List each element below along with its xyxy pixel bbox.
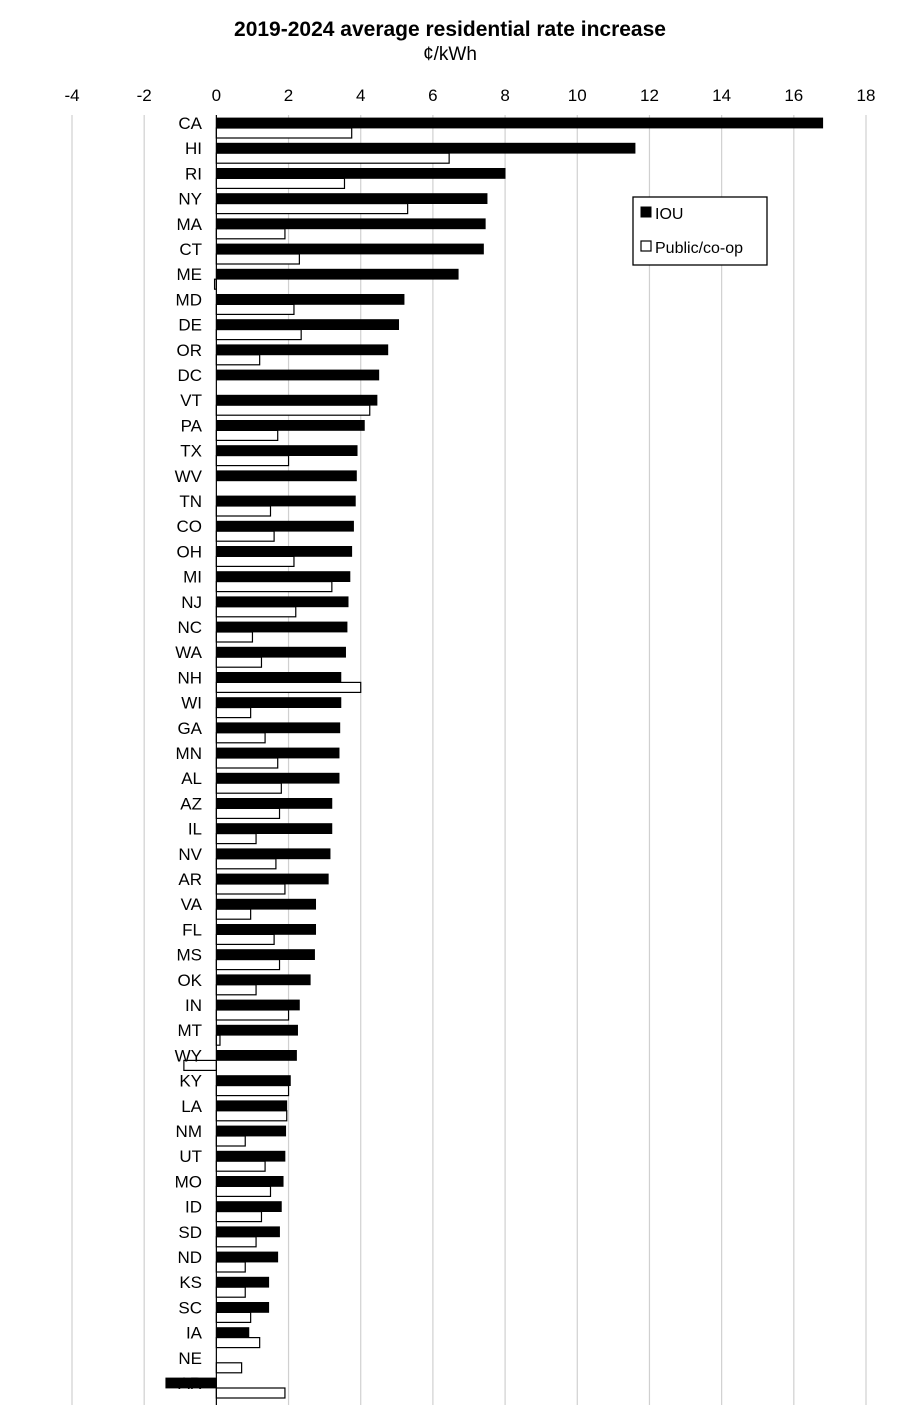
x-tick-label: 18 bbox=[856, 86, 876, 105]
bar-iou-mi bbox=[216, 572, 350, 582]
bar-public-sc bbox=[216, 1312, 250, 1322]
bar-iou-nd bbox=[216, 1252, 277, 1262]
bar-iou-va bbox=[216, 899, 315, 909]
bar-public-ca bbox=[216, 128, 351, 138]
bar-iou-mo bbox=[216, 1176, 283, 1186]
legend-swatch-iou bbox=[641, 207, 651, 217]
bar-iou-tn bbox=[216, 496, 355, 506]
category-label: WI bbox=[181, 693, 202, 713]
bar-iou-nc bbox=[216, 622, 347, 632]
bar-public-pa bbox=[216, 430, 277, 440]
category-label: SD bbox=[178, 1222, 202, 1242]
x-tick-label: 4 bbox=[355, 86, 366, 105]
category-label: MO bbox=[174, 1172, 202, 1192]
bar-iou-al bbox=[216, 773, 339, 783]
bars bbox=[166, 118, 823, 1398]
category-label: ID bbox=[185, 1197, 202, 1217]
bar-iou-ma bbox=[216, 219, 485, 229]
bar-public-ga bbox=[216, 733, 265, 743]
category-label: AZ bbox=[180, 794, 202, 814]
bar-iou-ut bbox=[216, 1151, 285, 1161]
x-tick-label: 14 bbox=[712, 86, 732, 105]
category-label: PA bbox=[180, 416, 202, 436]
bar-public-ia bbox=[216, 1338, 259, 1348]
category-labels bbox=[175, 114, 203, 1393]
category-label: VT bbox=[180, 391, 202, 411]
bar-iou-sd bbox=[216, 1227, 279, 1237]
bar-iou-wa bbox=[216, 647, 345, 657]
category-label: GA bbox=[177, 718, 202, 738]
category-label: WV bbox=[174, 466, 202, 486]
category-label: CT bbox=[179, 240, 202, 259]
bar-iou-sc bbox=[216, 1302, 268, 1312]
bar-public-hi bbox=[216, 153, 449, 163]
bar-public-wi bbox=[216, 708, 250, 718]
bar-iou-ky bbox=[216, 1076, 290, 1086]
category-label: KS bbox=[179, 1273, 202, 1293]
bar-iou-id bbox=[216, 1202, 281, 1212]
bar-iou-la bbox=[216, 1101, 286, 1111]
category-label: ME bbox=[176, 265, 202, 285]
category-label: TN bbox=[179, 492, 202, 511]
bar-public-tx bbox=[216, 456, 288, 466]
bar-public-tn bbox=[216, 506, 270, 516]
category-label: MT bbox=[177, 1021, 202, 1041]
category-label: FL bbox=[182, 920, 202, 940]
bar-iou-vt bbox=[216, 395, 377, 405]
bar-iou-ga bbox=[216, 723, 339, 733]
category-label: MN bbox=[175, 744, 202, 763]
category-label: NC bbox=[177, 618, 202, 637]
bar-public-id bbox=[216, 1212, 261, 1222]
bar-iou-pa bbox=[216, 420, 364, 430]
bar-public-nm bbox=[216, 1136, 245, 1146]
category-label: RI bbox=[185, 164, 202, 184]
category-label: UT bbox=[179, 1147, 202, 1167]
category-label: NM bbox=[175, 1122, 202, 1141]
category-label: CO bbox=[176, 517, 202, 537]
x-tick-label: 16 bbox=[784, 86, 804, 105]
bar-public-ut bbox=[216, 1161, 265, 1171]
bar-public-al bbox=[216, 783, 281, 793]
bar-iou-ms bbox=[216, 950, 314, 960]
bar-public-ct bbox=[216, 254, 299, 264]
bar-public-ny bbox=[216, 204, 407, 214]
chart-subtitle: ¢/kWh bbox=[423, 44, 477, 65]
x-tick-label: 10 bbox=[567, 86, 587, 105]
category-label: AL bbox=[181, 769, 202, 789]
bar-iou-oh bbox=[216, 546, 351, 556]
bar-iou-wy bbox=[216, 1050, 296, 1060]
category-label: HI bbox=[185, 139, 202, 159]
bar-iou-ri bbox=[216, 168, 505, 178]
category-label: DE bbox=[178, 315, 202, 335]
bar-public-in bbox=[216, 1010, 288, 1020]
bar-public-nd bbox=[216, 1262, 245, 1272]
category-label: DC bbox=[177, 366, 202, 385]
x-tick-label: -2 bbox=[136, 86, 152, 105]
legend-label-iou: IOU bbox=[655, 206, 684, 223]
bar-public-md bbox=[216, 304, 294, 314]
category-label: NV bbox=[178, 844, 202, 864]
x-axis-tick-labels bbox=[64, 86, 875, 105]
bar-public-ne bbox=[216, 1363, 241, 1373]
category-label: AR bbox=[178, 870, 202, 889]
x-tick-label: 8 bbox=[500, 86, 510, 105]
bar-public-ok bbox=[216, 985, 256, 995]
bar-public-ms bbox=[216, 960, 279, 970]
bar-iou-ia bbox=[216, 1328, 248, 1338]
bar-iou-nv bbox=[216, 849, 330, 859]
bar-public-ma bbox=[216, 229, 285, 239]
bar-public-mi bbox=[216, 582, 331, 592]
category-label: OK bbox=[177, 970, 202, 990]
category-label: CA bbox=[178, 114, 202, 133]
category-label: MI bbox=[183, 567, 202, 587]
bar-iou-nh bbox=[216, 672, 341, 682]
bar-public-sd bbox=[216, 1237, 256, 1247]
category-label: LA bbox=[181, 1096, 202, 1116]
bar-iou-nj bbox=[216, 597, 348, 607]
bar-iou-az bbox=[216, 798, 331, 808]
category-label: OH bbox=[176, 542, 202, 562]
bar-public-az bbox=[216, 808, 279, 818]
bar-public-de bbox=[216, 330, 301, 340]
category-label: ND bbox=[177, 1248, 202, 1267]
x-tick-label: 12 bbox=[639, 86, 659, 105]
category-label: NY bbox=[178, 189, 202, 209]
bar-public-or bbox=[216, 355, 259, 365]
bar-iou-or bbox=[216, 345, 387, 355]
bar-iou-nm bbox=[216, 1126, 285, 1136]
x-tick-label: 6 bbox=[428, 86, 438, 105]
bar-iou-ct bbox=[216, 244, 483, 254]
category-label: MD bbox=[175, 290, 202, 310]
bar-public-ky bbox=[216, 1086, 288, 1096]
bar-public-mo bbox=[216, 1186, 270, 1196]
category-label: IN bbox=[185, 996, 202, 1015]
bar-public-nh bbox=[216, 682, 360, 692]
x-tick-label: 0 bbox=[211, 86, 222, 105]
bar-iou-hi bbox=[216, 143, 635, 153]
category-label: NE bbox=[178, 1348, 202, 1368]
bar-public-wa bbox=[216, 657, 261, 667]
category-label: IA bbox=[185, 1323, 202, 1343]
bar-iou-co bbox=[216, 521, 353, 531]
category-label: AR bbox=[178, 1374, 202, 1393]
bar-iou-in bbox=[216, 1000, 299, 1010]
legend-label-public: Public/co-op bbox=[655, 240, 744, 257]
bar-iou-mn bbox=[216, 748, 339, 758]
legend-swatch-public bbox=[641, 241, 651, 251]
bar-public-la bbox=[216, 1111, 286, 1121]
bar-public-ri bbox=[216, 178, 344, 188]
category-label: MS bbox=[176, 945, 202, 965]
category-label: VA bbox=[180, 895, 202, 915]
bar-iou-me bbox=[216, 269, 458, 279]
bar-iou-ny bbox=[216, 194, 487, 204]
bar-iou-dc bbox=[216, 370, 378, 380]
category-label: IL bbox=[187, 819, 202, 839]
bar-public-ar bbox=[216, 1388, 285, 1398]
bar-public-va bbox=[216, 909, 250, 919]
bar-public-il bbox=[216, 834, 256, 844]
bar-iou-il bbox=[216, 824, 331, 834]
category-label: NH bbox=[177, 668, 202, 688]
bar-iou-wi bbox=[216, 698, 341, 708]
bar-public-vt bbox=[216, 405, 369, 415]
legend bbox=[633, 197, 767, 265]
x-tick-label: -4 bbox=[64, 86, 80, 105]
bar-iou-ok bbox=[216, 975, 310, 985]
bar-public-co bbox=[216, 531, 274, 541]
category-label: WY bbox=[174, 1046, 202, 1066]
category-label: TX bbox=[180, 441, 202, 461]
category-label: WA bbox=[175, 643, 202, 663]
bar-iou-ca bbox=[216, 118, 822, 128]
x-tick-label: 2 bbox=[283, 86, 294, 105]
bar-public-oh bbox=[216, 556, 294, 566]
bar-public-fl bbox=[216, 934, 274, 944]
bar-public-nv bbox=[216, 859, 276, 869]
bar-public-ks bbox=[216, 1287, 245, 1297]
bar-iou-md bbox=[216, 294, 404, 304]
bar-iou-ar bbox=[216, 874, 328, 884]
bar-iou-wv bbox=[216, 471, 356, 481]
bar-iou-fl bbox=[216, 924, 315, 934]
category-label: NJ bbox=[181, 592, 202, 612]
bar-iou-ks bbox=[216, 1277, 268, 1287]
chart-title: 2019-2024 average residential rate increase bbox=[234, 18, 666, 41]
bar-public-nc bbox=[216, 632, 252, 642]
bar-iou-de bbox=[216, 320, 398, 330]
bar-public-mn bbox=[216, 758, 277, 768]
bar-iou-mt bbox=[216, 1025, 297, 1035]
category-label: MA bbox=[176, 214, 202, 234]
category-label: OR bbox=[176, 340, 202, 360]
bar-public-ar bbox=[216, 884, 285, 894]
category-label: KY bbox=[179, 1071, 202, 1091]
bar-public-nj bbox=[216, 607, 295, 617]
category-label: SC bbox=[178, 1298, 202, 1318]
bar-iou-tx bbox=[216, 446, 357, 456]
